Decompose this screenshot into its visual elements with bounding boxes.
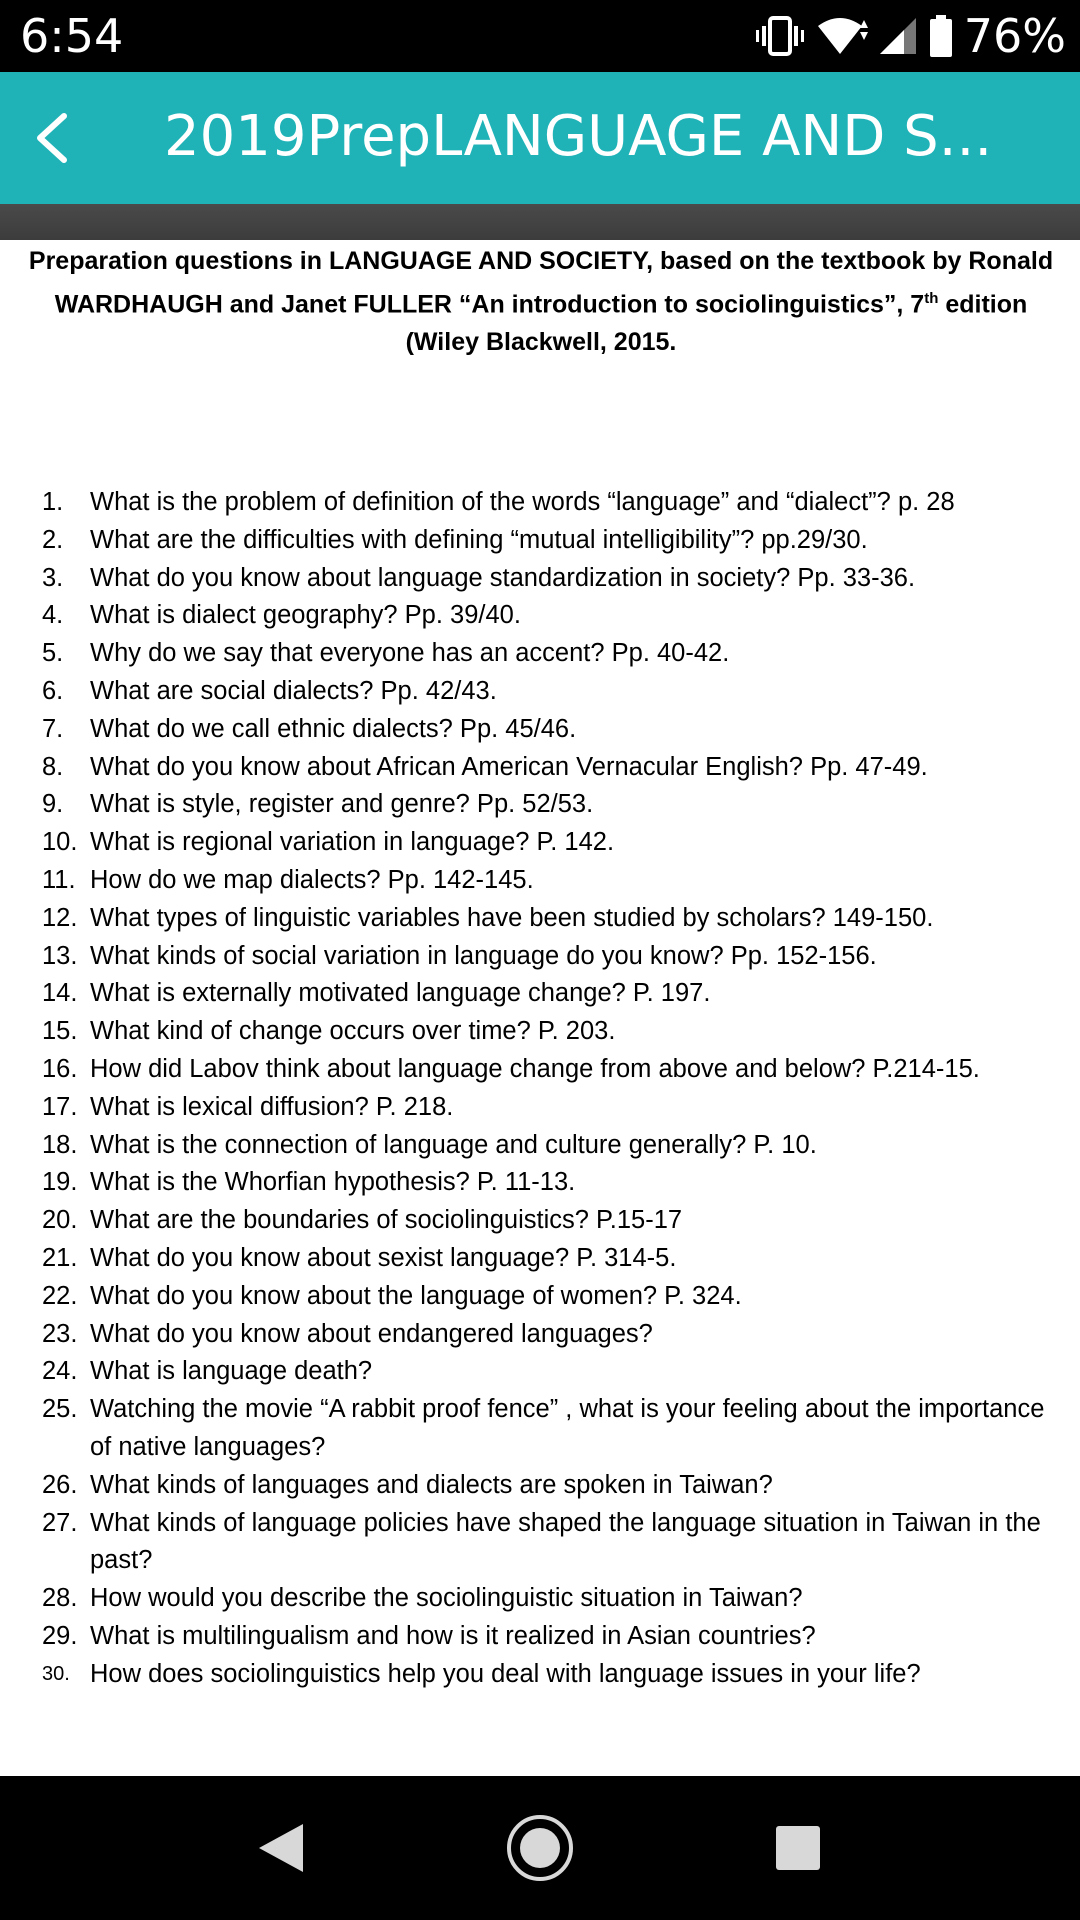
question-text: What is lexical diffusion? P. 218. [90,1092,454,1121]
question-text: What is the connection of language and culture generally? P. 10. [90,1130,817,1159]
question-item [42,1391,1072,1467]
question-number: 5. [42,639,64,668]
question-item [42,1656,1072,1694]
question-item [42,1089,1072,1127]
intro-text-1: Preparation questions in LANGUAGE AND SOCIETY, based on the textbook by Ronald WARDHAUGH and Janet FULLER “An introduction to sociolinguistics”, 7 [28,247,1054,319]
question-text: What is externally motivated language change? P. 197. [90,979,711,1008]
question-item [42,597,1072,635]
question-item [42,900,1072,938]
wifi-icon [816,16,868,56]
question-item [42,635,1072,673]
question-item [42,484,1072,522]
question-number: 8. [42,752,64,781]
question-number: 6. [42,676,64,705]
question-text: Watching the movie “A rabbit proof fence” , what is your feeling about the importance of native languages? [90,1395,1045,1461]
nav-home-button[interactable] [498,1806,582,1890]
question-text: What types of linguistic variables have been studied by scholars? 149-150. [90,903,934,932]
question-number: 30. [42,1662,70,1685]
question-item [42,1467,1072,1505]
vibrate-icon [756,16,804,56]
question-item [42,749,1072,787]
question-item [42,938,1072,976]
back-arrow-icon[interactable] [28,110,84,166]
question-text: What are the difficulties with defining “mutual intelligibility”? pp.29/30. [90,525,868,554]
question-number: 9. [42,790,64,819]
status-time: 6:54 [20,9,124,63]
question-number: 14. [42,979,78,1008]
question-number: 29. [42,1621,78,1650]
question-number: 22. [42,1281,78,1310]
app-bar-title: 2019PrepLANGUAGE AND S... [164,104,993,169]
question-item [42,1353,1072,1391]
question-number: 25. [42,1395,78,1424]
question-item [42,786,1072,824]
question-number: 27. [42,1508,78,1537]
question-text: What is regional variation in language? P. 142. [90,828,615,857]
battery-percent: 76% [963,9,1066,63]
question-number: 1. [42,488,64,516]
question-text: What are social dialects? Pp. 42/43. [90,676,497,705]
questions-list [42,484,1072,1694]
question-number: 11. [42,865,76,894]
question-item [42,862,1072,900]
question-number: 15. [42,1017,78,1046]
question-number: 13. [42,941,78,970]
document-page[interactable] [0,240,1080,1776]
question-item [42,1505,1072,1581]
question-item [42,1580,1072,1618]
status-icons [756,9,1066,63]
nav-recents-button[interactable] [756,1806,840,1890]
question-number: 18. [42,1130,78,1159]
question-text: What is language death? [90,1357,373,1386]
question-number: 2. [42,525,64,554]
navigation-bar [0,1776,1080,1920]
question-number: 23. [42,1319,78,1348]
question-text: What is dialect geography? Pp. 39/40. [90,601,521,630]
question-text: What kinds of social variation in language do you know? Pp. 152-156. [90,941,877,970]
question-text: What is style, register and genre? Pp. 52/53. [90,790,594,819]
question-item [42,1127,1072,1165]
question-text: How does sociolinguistics help you deal with language issues in your life? [90,1659,921,1688]
question-number: 24. [42,1357,78,1386]
question-item [42,1316,1072,1354]
question-text: Why do we say that everyone has an accent? Pp. 40-42. [90,639,730,668]
question-item [42,1051,1072,1089]
question-text: What is the problem of definition of the words “language” and “dialect”? p. 28 [90,488,955,516]
question-text: How did Labov think about language change from above and below? P.214-15. [90,1054,980,1083]
question-number: 26. [42,1470,78,1499]
question-text: What do you know about African American Vernacular English? Pp. 47-49. [90,752,928,781]
question-item [42,1202,1072,1240]
question-item [42,1240,1072,1278]
question-item [42,975,1072,1013]
question-item [42,673,1072,711]
question-number: 20. [42,1206,78,1235]
question-item [42,1618,1072,1656]
question-item [42,824,1072,862]
question-text: What do you know about language standardization in society? Pp. 33-36. [90,563,916,592]
intro-text-2: edition (Wiley Blackwell, 2015. [405,290,1028,357]
question-number: 3. [42,563,64,592]
document-intro [18,242,1064,361]
question-number: 17. [42,1092,78,1121]
question-text: What do we call ethnic dialects? Pp. 45/46. [90,714,577,743]
nav-back-button[interactable] [238,1806,322,1890]
battery-icon [930,15,952,57]
app-bar [0,72,1080,204]
question-text: How do we map dialects? Pp. 142-145. [90,865,534,894]
question-text: What are the boundaries of sociolinguistics? P.15-17 [90,1206,683,1235]
question-item [42,1164,1072,1202]
status-bar [0,0,1080,72]
question-text: What is the Whorfian hypothesis? P. 11-13. [90,1168,576,1197]
question-number: 10. [42,828,78,857]
question-number: 12. [42,903,78,932]
question-item [42,522,1072,560]
question-number: 28. [42,1584,78,1613]
question-number: 19. [42,1168,78,1197]
question-text: What kind of change occurs over time? P. 203. [90,1017,616,1046]
question-text: What do you know about sexist language? P. 314-5. [90,1243,677,1272]
intro-superscript: th [924,290,939,307]
question-number: 7. [42,714,64,743]
question-text: How would you describe the sociolinguistic situation in Taiwan? [90,1584,803,1613]
question-item [42,711,1072,749]
signal-icon [880,16,918,56]
back-triangle-icon [255,1820,305,1876]
question-item [42,1278,1072,1316]
question-number: 21. [42,1243,78,1272]
question-text: What do you know about endangered languages? [90,1319,653,1348]
question-text: What is multilingualism and how is it realized in Asian countries? [90,1621,816,1650]
question-number: 4. [42,601,64,630]
question-number: 16. [42,1054,78,1083]
question-text: What kinds of language policies have shaped the language situation in Taiwan in the past? [90,1508,1041,1575]
question-text: What kinds of languages and dialects are spoken in Taiwan? [90,1470,773,1499]
home-circle-icon [505,1813,575,1883]
toolbar-shadow-divider [0,204,1080,240]
question-item [42,1013,1072,1051]
recents-square-icon [774,1824,822,1872]
question-item [42,560,1072,598]
question-text: What do you know about the language of women? P. 324. [90,1281,742,1310]
